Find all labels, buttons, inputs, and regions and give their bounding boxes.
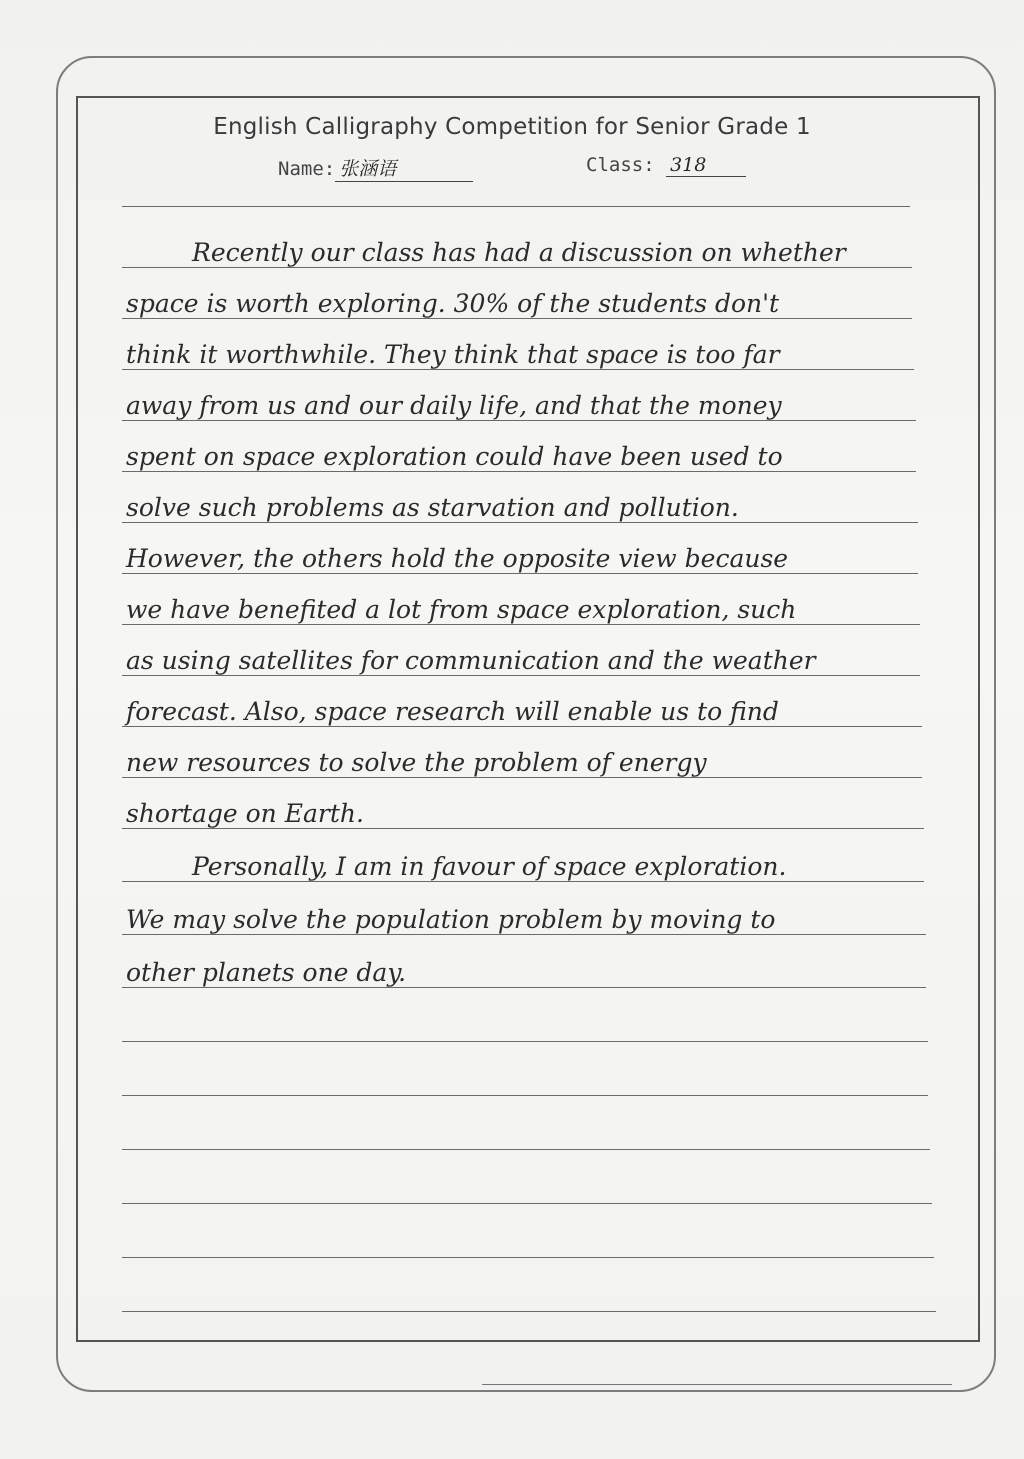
ruled-line xyxy=(122,1260,936,1312)
ruled-line xyxy=(122,573,920,625)
ruled-line xyxy=(122,830,924,882)
ruled-line xyxy=(122,522,918,574)
line-text: away from us and our daily life, and that the money xyxy=(126,391,782,420)
ruled-line xyxy=(122,624,920,676)
ruled-line xyxy=(122,1044,928,1096)
line-text: think it worthwhile. They think that space is too far xyxy=(126,340,780,369)
line-text: solve such problems as starvation and pollution. xyxy=(126,493,739,522)
name-field xyxy=(278,154,473,182)
name-value: 张涵语 xyxy=(335,154,473,182)
ruled-line xyxy=(122,471,918,523)
line-text: as using satellites for communication and the weather xyxy=(126,646,816,675)
line-text: spent on space exploration could have been used to xyxy=(126,442,783,471)
ruled-line xyxy=(122,990,928,1042)
line-text: space is worth exploring. 30% of the students don't xyxy=(126,289,780,318)
name-label: Name: xyxy=(278,158,336,180)
line-text: However, the others hold the opposite view because xyxy=(126,544,789,573)
line-text: other planets one day. xyxy=(126,958,407,987)
ruled-line xyxy=(122,216,912,268)
header-divider xyxy=(122,206,910,207)
footer-rule xyxy=(482,1384,952,1385)
competition-title: English Calligraphy Competition for Senior Grade 1 xyxy=(213,114,811,140)
line-text: Recently our class has had a discussion on whether xyxy=(192,238,846,267)
ruled-line xyxy=(122,1206,934,1258)
line-text: shortage on Earth. xyxy=(126,799,364,828)
line-text: Personally, I am in favour of space exploration. xyxy=(192,852,787,881)
class-label: Class: xyxy=(586,154,655,176)
line-text: We may solve the population problem by moving to xyxy=(126,905,776,934)
line-text: forecast. Also, space research will enable us to find xyxy=(126,697,779,726)
line-text: new resources to solve the problem of energy xyxy=(126,748,707,777)
ruled-line xyxy=(122,726,922,778)
ruled-line xyxy=(122,1152,932,1204)
class-value: 318 xyxy=(666,154,746,177)
ruled-line xyxy=(122,1098,930,1150)
ruled-line xyxy=(122,318,914,370)
ruled-line xyxy=(122,420,916,472)
ruled-line xyxy=(122,369,916,421)
ruled-line xyxy=(122,777,924,829)
ruled-line xyxy=(122,883,926,935)
line-text: we have benefited a lot from space exploration, such xyxy=(126,595,797,624)
class-field xyxy=(586,154,746,177)
ruled-line xyxy=(122,267,912,319)
ruled-line xyxy=(122,675,922,727)
ruled-line xyxy=(122,936,926,988)
